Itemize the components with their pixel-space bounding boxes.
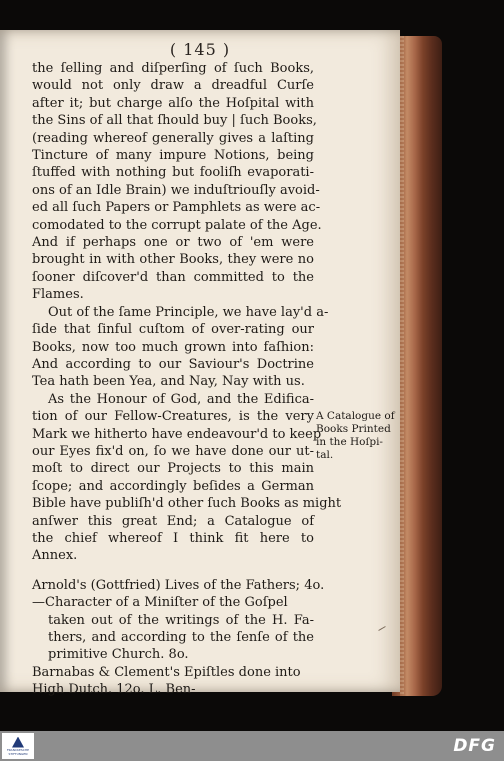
text-line: brought in with other Books, they were no	[32, 252, 314, 268]
catalogue-entry: Arnold's (Gottfried) Lives of the Fathers; 4o.	[32, 577, 325, 593]
text-line: would not only draw a dreadful Curſe	[32, 78, 314, 94]
text-line: And according to our Saviour's Doctrine	[32, 356, 314, 372]
text-line: Bible have publiſh'd other ſuch Books as might	[32, 496, 342, 512]
text-line: (reading whereof generally gives a laſting	[32, 130, 314, 146]
text-line: ons of an Idle Brain) we induſtriouſly avoid-	[32, 182, 320, 198]
text-line: Out of the ſame Principle, we have lay'd a-	[48, 304, 329, 320]
text-line: tion of our Fellow-Creatures, is the very	[32, 409, 314, 425]
text-line: after it; but charge alſo the Hoſpital with	[32, 95, 314, 111]
text-line: the chief whereof I think fit here to	[32, 530, 314, 546]
text-line: moſt to direct our Projects to this main	[32, 461, 314, 477]
text-line: ſide that ſinful cuſtom of over-rating our	[32, 322, 314, 338]
paragraph-1	[32, 60, 322, 304]
text-line: Flames.	[32, 287, 84, 303]
catalogue-entry: High Dutch. 12o. L. Ben-	[32, 682, 196, 698]
text-line: Annex.	[32, 548, 78, 564]
text-line: ed all ſuch Papers or Pamphlets as were ac-	[32, 200, 321, 216]
text-line: A Catalogue of	[316, 410, 395, 422]
text-line: Books, now too much grown into faſhion:	[32, 339, 314, 355]
library-logo-icon: FRANCKESCHE STIFTUNGEN	[2, 733, 34, 759]
catalogue-entry-continuation: primitive Church. 8o.	[48, 647, 189, 663]
text-line: And if perhaps one or two of 'em were	[32, 235, 314, 251]
text-line: Tea hath been Yea, and Nay, Nay with us.	[32, 374, 305, 390]
catalogue-entry-continuation: taken out of the writings of the H. Fa-	[48, 612, 314, 628]
text-line: anſwer this great End; a Catalogue of	[32, 513, 314, 529]
page-text	[32, 60, 342, 699]
text-line: our Eyes fix'd on, ſo we have done our ut-	[32, 443, 314, 459]
paragraph-2	[32, 304, 329, 391]
catalogue-entry-continuation: thers, and according to the ſenſe of the	[48, 630, 314, 645]
text-line: the Sins of all that ſhould buy | ſuch Books,	[32, 113, 317, 129]
dfg-logo: DFG	[453, 736, 496, 756]
text-line: the ſelling and diſperſing of ſuch Books,	[32, 61, 314, 76]
text-line: Books Printed	[316, 423, 391, 435]
text-line: ſtuffed with nothing but fooliſh evaporati-	[32, 165, 314, 181]
text-line: Tincture of many impure Notions, being	[32, 148, 314, 164]
catalogue-entry: —Character of a Miniſter of the Goſpel	[32, 595, 288, 611]
text-line: comodated to the corrupt palate of the Age.	[32, 217, 322, 233]
paragraph-3	[32, 391, 342, 565]
page-number: ( 145 )	[169, 40, 231, 59]
text-line: in the Hoſpi-	[316, 436, 383, 448]
text-line: As the Honour of God, and the Edifica-	[48, 391, 314, 407]
text-line: ſcope; and accordingly beſides a German	[32, 478, 314, 494]
text-line: tal.	[316, 449, 334, 461]
text-line: ſooner diſcover'd than committed to the	[32, 269, 314, 285]
catalogue-list	[32, 577, 325, 699]
viewer-footer-bar	[0, 731, 504, 761]
catalogue-entry: Barnabas & Clement's Epiſtles done into	[32, 664, 301, 680]
margin-note	[316, 410, 396, 462]
text-line: Mark we hitherto have endeavour'd to keep	[32, 426, 322, 442]
